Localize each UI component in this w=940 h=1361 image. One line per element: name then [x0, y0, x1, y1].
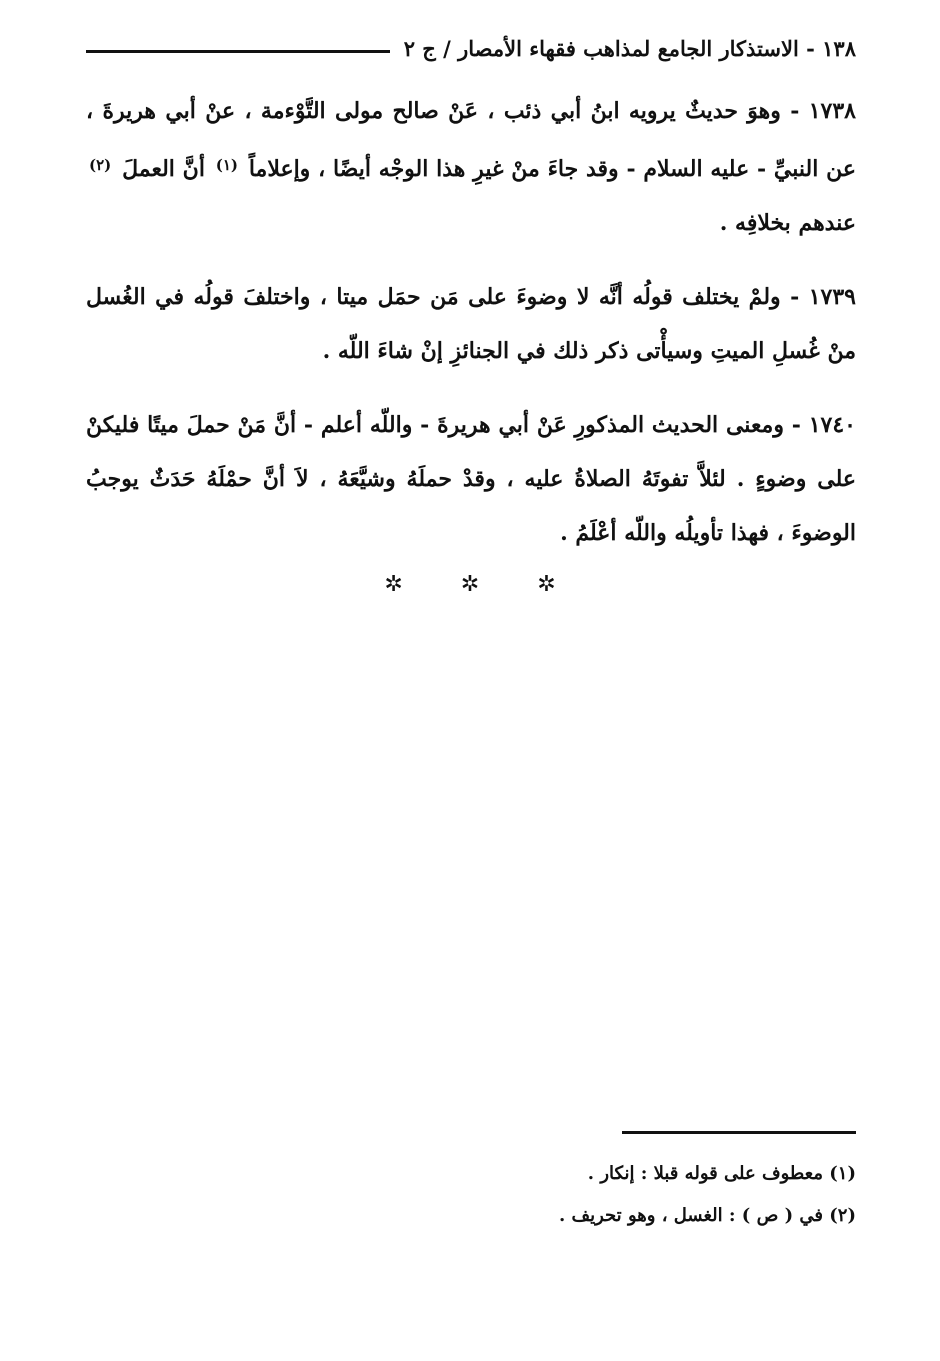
running-header [86, 30, 856, 66]
footnote-ref-2: (٢) [89, 156, 112, 174]
section-separator [0, 570, 940, 600]
footnote-1: (١) معطوف على قوله قبلا : إنكار . [587, 1163, 856, 1184]
header-rule [86, 50, 390, 53]
header-title: ١٣٨ - الاستذكار الجامع لمذاهب فقهاء الأمصار / ج ٢ [403, 35, 856, 61]
paragraph-number: ١٧٣٩ - [790, 284, 856, 310]
paragraph-text: أنَّ العملَ [122, 156, 205, 182]
star-ornament-icon: ✲ [384, 572, 403, 597]
paragraph-number: ١٧٤٠ - [791, 412, 856, 438]
paragraph-text: ومعنى الحديث المذكورِ عَنْ أبي هريرةَ - واللّه أعلم - أنَّ مَنْ حملَ ميتًا فليكنْ على وضوءٍ . لئلاَّ تفوتَهُ الصلاةُ عليه ، وقدْ حملَهُ وشيَّعَهُ ، لاَ أنَّ حمْلَهُ حَدَثٌ يوجبُ الوضوءَ ، فهذا تأويلُه واللّه أعْلَمُ . [86, 412, 856, 546]
footnotes [86, 1156, 856, 1240]
footnote-rule [622, 1131, 856, 1134]
body-text [86, 84, 856, 580]
paragraph-1739 [86, 270, 856, 378]
star-ornament-icon: ✲ [537, 572, 556, 597]
paragraph-number: ١٧٣٨ - [790, 98, 856, 124]
paragraph-1738 [86, 84, 856, 250]
footnote-ref-1: (١) [215, 156, 239, 174]
paragraph-text: ولمْ يختلف قولُه أنَّه لا وضوءَ على مَن حمَل ميتا ، واختلفَ قولُه في الغُسل منْ غُسلِ الميتِ وسيأْتى ذكر ذلك في الجنائزِ إنْ شاءَ اللّه . [86, 284, 856, 364]
paragraph-text: عندهم بخلافِه . [719, 210, 856, 236]
footnote-2: (٢) في ( ص ) : الغسل ، وهو تحريف . [558, 1205, 856, 1226]
paragraph-1740 [86, 398, 856, 560]
paragraph-text: وهوَ حديثٌ يرويه ابنُ أبي ذئب ، عَنْ صالح مولى التَّوْءمة ، عنْ أبي هريرةَ ، عن النبيِّ - عليه السلام - وقد جاءَ منْ غيرِ هذا الوجْه أيضًا ، وإعلاماً [86, 98, 856, 182]
star-ornament-icon: ✲ [460, 572, 480, 597]
